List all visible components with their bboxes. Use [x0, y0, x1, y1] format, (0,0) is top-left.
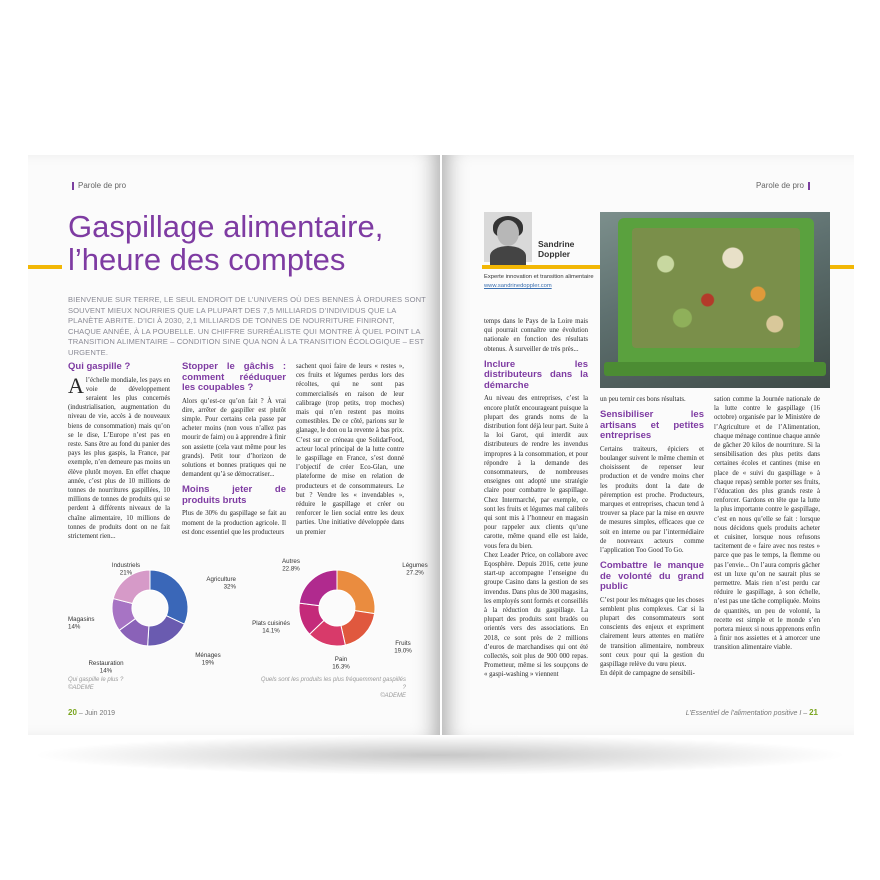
magazine-spread — [28, 155, 854, 735]
right-page — [442, 155, 854, 735]
donut-label: Restauration 14% — [88, 660, 124, 675]
right-column-1-text: Au niveau des entreprises, c’est la encore plutôt encourageant puisque la plupart des grands noms de la distribution font déjà leur part. Suite à la loi Garot, qui interdit aux distributeurs de rendre les invendus impropres à la consommation, et pour répondre à la demande des consommateurs, de nombreuses enseignes ont adopté une stratégie claire pour combattre le gaspillage. Chez Intermarché, par exemple, ce sont les fruits et légumes mal calibrés qui sont mis à l’honneur en magasin pour rappeler aux clients qu’une carotte, même quand elle est laide, vous fera du bien. — [484, 395, 588, 550]
donut-label: Industriels 21% — [111, 562, 141, 577]
donut-chart-produits-gaspilles — [243, 553, 428, 683]
right-column-2-intro: un peu ternir ces bons résultats. — [600, 396, 686, 403]
heading-combattre-manque: Combattre le manque de volonté du grand public — [600, 560, 704, 593]
right-column-2-text: Certains traiteurs, épiciers et boulanger suivent le même chemin et choisissent de repenser leur production et de vendre moins cher les produits dont la date de péremption est proche. Producteurs, marques et entreprises, chacun tend à trouver sa place par la mise en œuvre de mesures simples, efficaces que ce soit en interne ou par l’intermédiaire de nouveaux acteurs comme l’application Too Good To Go. — [600, 445, 704, 554]
donut-label: Autres 22.8% — [282, 558, 300, 573]
page-date: – Juin 2019 — [78, 710, 116, 717]
chart-1-caption — [68, 676, 123, 692]
donut-chart-qui-gaspille — [58, 553, 238, 683]
right-column-2-text-3: En dépit de campagne de sensibili- — [600, 670, 695, 678]
chart-2-source: ©ADEME — [380, 693, 406, 699]
donut-label: Magasins 14% — [68, 616, 95, 631]
heading-inclure-distributeurs: Inclure les distributeurs dans la démarche — [484, 358, 588, 391]
page-number-right: 21 — [809, 708, 818, 717]
drop-cap: A — [68, 372, 84, 398]
heading-moins-jeter: Moins jeter de produits bruts — [182, 484, 286, 506]
donut-label: Plats cuisinés 14.1% — [252, 620, 290, 635]
title-line-2: l’heure des comptes — [68, 242, 346, 277]
chart-1-caption-text: Qui gaspille le plus ? — [68, 677, 124, 683]
book-shadow — [30, 735, 850, 775]
food-waste-bin-photo — [600, 212, 830, 388]
chart-1-source: ©ADEME — [68, 685, 94, 691]
section-header-right — [756, 181, 814, 190]
column-2-text-2: Plus de 30% du gaspillage se fait au moment de la production agricole. Il est donc essentiel que les producteurs — [182, 510, 286, 536]
intro-paragraph: BIENVENUE SUR TERRE, LE SEUL ENDROIT DE L’UNIVERS OÙ DES BENNES À ORDURES SONT SOUVENT MIEUX NOURRIES QUE LA PLUPART DES 7,5 MILLIARDS D’INDIVIDUS QUE LA PLANÈTE ABRITE. D’ICI À 2030, 2,1 MILLIARDS DE TONNES DE NOURRITURE FINIRONT, CHAQUE ANNÉE, À LA POUBELLE. UN CHIFFRE SURRÉALISTE QUI MONTRE À QUEL POINT LA TRANSITION ALIMENTAIRE – CONDITION SINE QUA NON À LA TRANSITION ÉCOLOGIQUE – EST URGENTE. — [68, 295, 426, 357]
right-column-2-text-2: C’est pour les ménages que les choses semblent plus complexes. Car si la plupart des consommateurs sont conscients des enjeux et expriment clairement leurs attentes en matière de transition alimentaire, nombreux sont ceux pour qui la gestion du gaspillage relève du vœu pieux. — [600, 596, 704, 669]
donut-slice-fruits — [341, 611, 375, 645]
right-column-1-text-2: Chez Leader Price, on collabore avec Eqosphère. Depuis 2016, cette jeune start-up accompagne l’enseigne du groupe Casino dans la gestion de ses invendus. Dans plus de 300 magasins, les employés sont formés et conseillés à la réduction du gaspillage. La plupart des produits sont bradés ou orientés vers des associations. En 2018, ce sont près de 2 millions d’euros de marchandises qui ont été collectés, soit plus de 900 000 repas. Prometteur, même si les soupçons de « gaspi-washing » viennent — [484, 551, 589, 679]
article-title — [68, 210, 408, 276]
expert-name — [538, 239, 574, 259]
title-line-1: Gaspillage alimentaire, — [68, 209, 384, 244]
donut-label: Ménages 19% — [195, 652, 221, 667]
column-3 — [296, 362, 404, 537]
section-header — [68, 181, 126, 190]
donut-label: Pain 16.3% — [332, 656, 350, 671]
expert-website-link[interactable]: www.sandrinedoppler.com — [484, 283, 552, 289]
chart-2-caption-text: Quels sont les produits les plus fréquemment gaspillés ? — [260, 677, 406, 691]
magazine-title: L’Essentiel de l’alimentation positive I – — [685, 710, 808, 717]
expert-last-name: Doppler — [538, 249, 571, 259]
donut-label: Fruits 19.0% — [394, 640, 412, 655]
accent-bar — [28, 265, 62, 269]
section-header-label: Parole de pro — [78, 181, 127, 190]
page-number: 20 — [68, 708, 77, 717]
donut-label: Légumes 27.2% — [402, 562, 428, 577]
page-footer-right — [686, 708, 818, 717]
column-1 — [68, 362, 170, 541]
donut-slice-agriculture — [150, 570, 188, 624]
chart-2-caption — [258, 676, 406, 700]
column-2-text: Alors qu’est-ce qu’on fait ? À vrai dire, arrêter de gaspiller est plutôt simple. Pour certains cela passe par acheter moins (non vous n’allez pas mourir de faim) ou à apprendre à finir son assiette (cela vaut même pour les grands). Petit tour d’horizon de solutions et bonnes pratiques qui ne demandent qu’à se démocratiser... — [182, 397, 286, 479]
right-column-2 — [600, 395, 704, 678]
donut-label: Agriculture 32% — [206, 576, 236, 591]
donut-slice-autres — [299, 570, 337, 606]
donut-slice-légumes — [337, 570, 375, 614]
right-column-3 — [714, 395, 820, 653]
column-3-text: sachent quoi faire de leurs « restes », ces fruits et légumes perdus lors des récoltes, qui ne sont pas commercialisés en raison de leur calibrage (trop petits, trop moches) mais qui n’en restent pas moins comestibles. De ce côté, parions sur le glanage, le don ou la revente à bas prix. C’est sur ce créneau que SolidarFood, acteur local principal de la lutte contre le gaspillage en France, s’est donné l’objectif de créer Eco-Glan, une plateforme de mise en relation de producteurs et de consommateurs. Le but ? Vendre les « invendables », réduire le gaspillage et créer ou renforcer le lien social entre les deux parties. Une initiative développée dans un premier — [296, 363, 404, 536]
expert-role: Experte innovation et transition alimentaire — [484, 274, 594, 280]
heading-qui-gaspille: Qui gaspille ? — [68, 361, 131, 372]
page-footer-left — [68, 708, 115, 717]
right-column-1 — [484, 317, 588, 680]
right-column-1-intro: temps dans le Pays de la Loire mais qui pourrait connaître une évolution nationale en fonction des résultats obtenus. À surveiller de très près... — [484, 318, 588, 353]
section-header-right-label: Parole de pro — [755, 181, 804, 190]
expert-portrait — [484, 212, 532, 262]
right-column-3-text: sation comme la Journée nationale de la lutte contre le gaspillage (16 octobre) organisée par le Ministère de l’Agriculture et de l’Alimentation, chaque ménage continue chaque année de gâcher 20 kilos de nourriture. Si la sensibilisation des plus petits dans certaines écoles et cantines (mise en place de « suivi du gaspillage » à chaque repas) semble porter ses fruits, l’éducation des plus grands reste à renforcer. Gardons en tête que la lutte la plus importante contre le gaspillage, c’est en nous qu’elle se fait : lorsque nous décidons quels produits acheter et cuisiner, lorsque nous refusons tacitement de « faire avec nos restes » parce que pas le temps, la flemme ou pas l’envie... On l’aura compris gâcher est un luxe qu’on ne saurait plus se permettre. Mais rien n’est perdu car réduire le gaspillage, à son échelle, n’est pas une tâche compliquée. Moins de quantités, un peu de volonté, la recette est simple et le monde s’en portera mieux si nous apprenons enfin à finir nos assiettes et à amorcer une transition alimentaire viable. — [714, 396, 820, 652]
left-page — [28, 155, 440, 735]
column-1-text: l’échelle mondiale, les pays en voie de développement seraient les plus concernés (industrialisation, augmentation du niveau de vie, accès à de nouveaux biens de consommation) mais qu’on se le dise, L’Europe n’est pas en reste. Sans être au fond du panier des pays les plus gaspis, la France, par exemple, n’en demeure pas moins un élève plutôt moyen. En effet chaque année, c’est plus de 10 millions de tonnes de nourritures gaspillées, 10 millions de tonnes de produits qui se perdent à différents niveaux de la chaîne alimentaire, 10 millions de tonnes de produits dont on ne fait strictement rien... — [68, 376, 170, 540]
heading-stopper-gachis: Stopper le gâchis : comment rééduquer les coupables ? — [182, 361, 286, 393]
column-2 — [182, 362, 286, 537]
expert-first-name: Sandrine — [538, 239, 575, 249]
heading-sensibiliser-artisans: Sensibiliser les artisans et petites entreprises — [600, 409, 704, 442]
